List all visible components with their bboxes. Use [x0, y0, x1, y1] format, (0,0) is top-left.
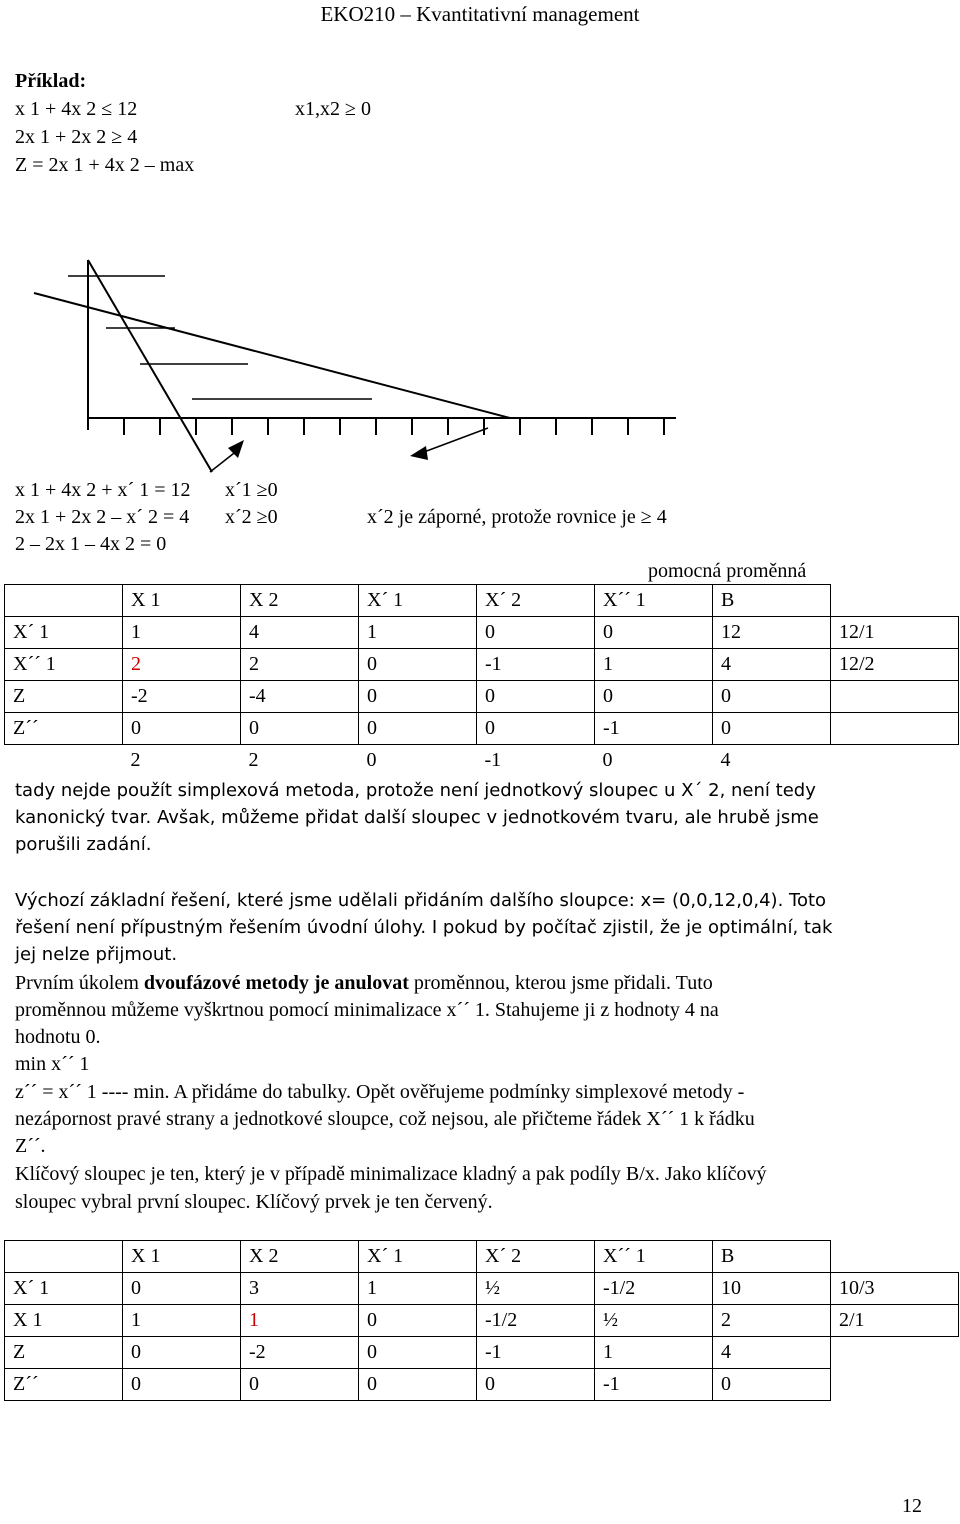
paragraph-4-line-2: nezápornost pravé strany a jednotkové sloupce, což nejsou, ale přičteme řádek X´´ 1 k řádku	[15, 1108, 755, 1130]
paragraph-1-line-2: kanonický tvar. Avšak, můžeme přidat další sloupec v jednotkovém tvaru, ale hrubě jsme	[15, 807, 819, 828]
table-header-row: X 1 X 2 X´ 1 X´ 2 X´´ 1 B	[5, 585, 959, 617]
nonnegativity: x1,x2 ≥ 0	[295, 98, 371, 120]
std-eq-1-note: x´1 ≥0	[225, 479, 278, 501]
arrow-right-head	[410, 446, 428, 460]
table-row: X´ 1 0 3 1 ½ -1/2 10 10/3	[5, 1273, 959, 1305]
simplex-table-2	[4, 1240, 959, 1401]
paragraph-5-line-2: sloupec vybral první sloupec. Klíčový prvek je ten červený.	[15, 1191, 493, 1213]
std-eq-2: 2x 1 + 2x 2 – x´ 2 = 4	[15, 506, 190, 528]
page-number: 12	[902, 1495, 922, 1517]
table-row: X 1 1 1 0 -1/2 ½ 2 2/1	[5, 1305, 959, 1337]
table-header-row: X 1 X 2 X´ 1 X´ 2 X´´ 1 B	[5, 1241, 959, 1273]
paragraph-3-line-1: Prvním úkolem dvoufázové metody je anulovat proměnnou, kterou jsme přidali. Tuto	[15, 972, 713, 994]
key-element: 2	[123, 649, 241, 681]
paragraph-1-line-3: porušili zadání.	[15, 834, 152, 855]
paragraph-3-line-3: hodnotu 0.	[15, 1026, 101, 1048]
std-eq-3: 2 – 2x 1 – 4x 2 = 0	[15, 533, 167, 555]
std-eq-1: x 1 + 4x 2 + x´ 1 = 12	[15, 479, 191, 501]
table-row: Z 0 -2 0 -1 1 4	[5, 1337, 959, 1369]
paragraph-1-line-1: tady nejde použít simplexová metoda, protože není jednotkový sloupec u X´ 2, není tedy	[15, 780, 816, 801]
table-row: Z -2 -4 0 0 0 0	[5, 681, 959, 713]
std-eq-2-remark: x´2 je záporné, protože rovnice je ≥ 4	[367, 506, 667, 528]
min-objective: min x´´ 1	[15, 1053, 90, 1075]
paragraph-4-line-1: z´´ = x´´ 1 ---- min. A přidáme do tabulky. Opět ověřujeme podmínky simplexové metody -	[15, 1081, 745, 1103]
key-element: 1	[241, 1305, 359, 1337]
paragraph-2-line-1: Výchozí základní řešení, které jsme udělali přidáním dalšího sloupce: x= (0,0,12,0,4). Toto	[15, 890, 827, 911]
simplex-table-1	[4, 584, 959, 776]
paragraph-2-line-3: jej nelze přijmout.	[15, 944, 178, 965]
table-row: Z´´ 0 0 0 0 -1 0	[5, 1369, 959, 1401]
table-row: X´ 1 1 4 1 0 0 12 12/1	[5, 617, 959, 649]
constraint-1: x 1 + 4x 2 ≤ 12	[15, 98, 138, 120]
table-row: Z´´ 0 0 0 0 -1 0	[5, 713, 959, 745]
feasible-region-graph	[0, 250, 700, 480]
std-eq-2-note: x´2 ≥0	[225, 506, 278, 528]
aux-variable-label: pomocná proměnná	[648, 560, 807, 582]
objective: Z = 2x 1 + 4x 2 – max	[15, 154, 195, 176]
example-title: Příklad:	[15, 70, 87, 92]
page-header: EKO210 – Kvantitativní management	[320, 2, 640, 26]
table-row: X´´ 1 2 2 0 -1 1 4 12/2	[5, 649, 959, 681]
hatch-marks	[124, 418, 664, 435]
constraint-line-2	[88, 260, 212, 472]
paragraph-2-line-2: řešení není přípustným řešením úvodní úlohy. I pokud by počítač zjistil, že je optimální, tak	[15, 917, 833, 938]
arrow-right-shaft	[424, 428, 488, 452]
paragraph-3-line-2: proměnnou můžeme vyškrtnou pomocí minimalizace x´´ 1. Stahujeme ji z hodnoty 4 na	[15, 999, 719, 1021]
constraint-2: 2x 1 + 2x 2 ≥ 4	[15, 126, 138, 148]
table-extra-row: 2 2 0 -1 0 4	[130, 749, 731, 771]
paragraph-4-line-3: Z´´.	[15, 1135, 46, 1157]
paragraph-5-line-1: Klíčový sloupec je ten, který je v případě minimalizace kladný a pak podíly B/x. Jako klíčový	[15, 1163, 767, 1185]
